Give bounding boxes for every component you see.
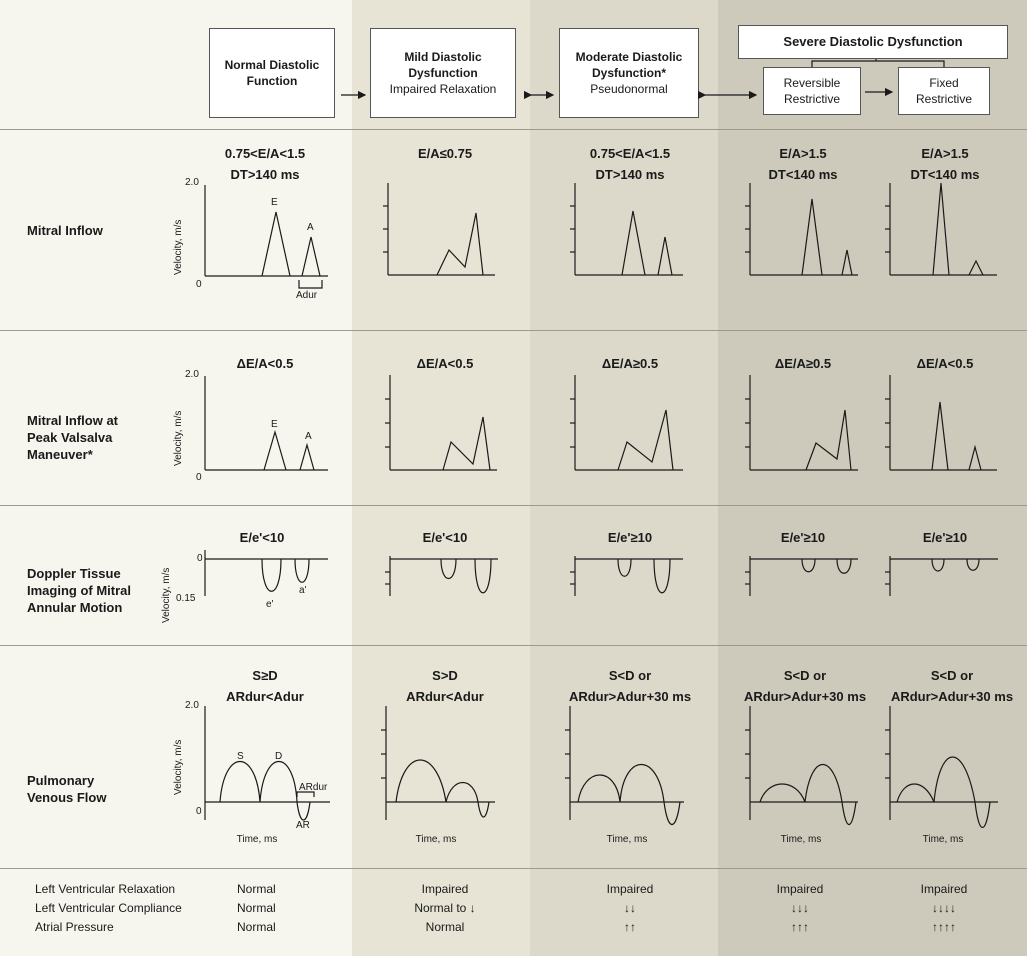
wave-label-A-valsalva: A [305,431,312,442]
mitral-fixed-a-wave [969,261,983,275]
axis-label-velocity-mitral: Velocity, m/s [173,219,184,275]
pulmonary-moderate-plot [565,706,684,825]
mitral-mild-plot [383,183,495,275]
wave-label-Adur: Adur [296,290,318,301]
row-label-mitral-inflow: Mitral Inflow [27,223,103,238]
valsalva-fixed-a-wave [969,447,981,470]
axis-tick-valsalva-2: 2.0 [185,369,199,380]
footer-reversible-values: Impaired ↓↓↓ ↑↑↑ [776,882,824,934]
axis-tick-doppler-015: 0.15 [176,593,196,604]
wave-label-ARdur: ARdur [299,782,328,793]
axis-label-time-mild: Time, ms [415,834,457,845]
wave-label-E-valsalva: E [271,419,278,430]
valsalva-mild-wave [443,417,490,470]
mitral-normal-a-wave [302,237,320,276]
axis-label-velocity-pulmonary: Velocity, m/s [173,739,184,795]
condition-pulmonary-reversible: S<D or ARdur>Adur+30 ms [743,668,867,704]
axis-label-time-moderate: Time, ms [606,834,648,845]
mitral-mild-wave [437,213,483,275]
header-reversible-line2: Restrictive [783,92,840,106]
condition-doppler-fixed: E/e'≥10 [922,530,968,545]
condition-pulmonary-moderate: S<D or ARdur>Adur+30 ms [568,668,692,704]
mitral-normal-wave [262,212,290,276]
valsalva-normal-plot [205,376,328,470]
valsalva-normal-a-wave [300,445,314,470]
condition-mitral-reversible: E/A>1.5 DT<140 ms [768,146,838,182]
mitral-moderate-plot [570,183,683,275]
header-moderate-line1: Moderate Diastolic [575,50,683,64]
severe-bracket [812,61,944,67]
pulmonary-reversible-wave [760,765,856,825]
axis-tick-pulmonary-2: 2.0 [185,700,199,711]
axis-tick-mitral-2: 2.0 [185,177,199,188]
header-normal-line1: Normal Diastolic [224,58,320,72]
pulmonary-moderate-wave [578,765,680,825]
header-moderate-line2: Dysfunction* [591,66,666,80]
doppler-fixed-a-wave [967,559,979,570]
wave-label-A-mitral: A [307,222,314,233]
pulmonary-normal-wave [220,762,310,821]
doppler-fixed-plot [885,556,998,596]
pulmonary-mild-wave [396,760,489,817]
doppler-mild-e-wave [441,559,456,579]
header-fixed-line2: Restrictive [915,92,972,106]
header-mild-line2: Dysfunction [408,66,478,80]
valsalva-mild-plot [385,375,497,470]
axis-tick-mitral-0: 0 [196,279,202,290]
valsalva-normal-wave [264,432,286,470]
axis-label-time-fixed: Time, ms [922,834,964,845]
doppler-reversible-plot [745,556,858,596]
axis-label-velocity-doppler: Velocity, m/s [161,567,172,623]
pulmonary-normal-plot [205,706,330,820]
header-moderate-subtitle: Pseudonormal [590,82,668,96]
pulmonary-normal-ardur-bracket [297,792,314,797]
footer-label-relaxation: Left Ventricular Relaxation [35,882,176,896]
footer-mild-values: Impaired Normal to ↓ Normal [414,882,476,934]
doppler-normal-e-wave [262,559,281,591]
wave-label-E-mitral: E [271,197,278,208]
doppler-mild-a-wave [475,559,491,593]
valsalva-moderate-wave [618,410,673,470]
doppler-moderate-e-wave [618,559,631,576]
doppler-normal-plot [205,550,328,596]
valsalva-fixed-plot [885,375,997,470]
pulmonary-fixed-plot [885,706,998,828]
condition-doppler-normal: E/e'<10 [239,530,285,545]
condition-valsalva-fixed: ΔE/A<0.5 [916,356,974,371]
condition-doppler-mild: E/e'<10 [422,530,468,545]
mitral-moderate-a-wave [658,237,672,275]
mitral-reversible-a-wave [842,250,852,275]
axis-tick-doppler-0: 0 [197,553,203,564]
mitral-fixed-wave [933,183,949,275]
mitral-reversible-plot [745,183,858,275]
condition-pulmonary-normal: S≥D ARdur<Adur [226,668,304,704]
condition-valsalva-mild: ΔE/A<0.5 [416,356,474,371]
header-mild-line1: Mild Diastolic [404,50,482,64]
condition-mitral-moderate: 0.75<E/A<1.5 DT>140 ms [589,146,671,182]
condition-doppler-moderate: E/e'≥10 [607,530,653,545]
footer-label-compliance: Left Ventricular Compliance [35,901,182,915]
valsalva-moderate-plot [570,375,683,470]
footer-label-atrial-pressure: Atrial Pressure [35,920,114,934]
doppler-moderate-a-wave [654,559,670,593]
header-mild-subtitle: Impaired Relaxation [389,82,497,96]
wave-label-a-prime: a' [299,585,307,596]
condition-mitral-normal: 0.75<E/A<1.5 DT>140 ms [224,146,306,182]
wave-label-S: S [237,751,244,762]
wave-label-e-prime: e' [266,599,274,610]
axis-label-time-normal: Time, ms [236,834,278,845]
doppler-reversible-e-wave [802,559,815,572]
mitral-moderate-wave [622,211,645,275]
header-reversible-line1: Reversible [783,76,841,90]
header-arrows [341,59,944,95]
row-label-pulmonary-venous: Pulmonary Venous Flow [27,773,107,805]
condition-valsalva-moderate: ΔE/A≥0.5 [601,356,659,371]
mitral-normal-adur-bracket [299,280,322,288]
condition-doppler-reversible: E/e'≥10 [780,530,826,545]
doppler-normal-a-wave [295,559,309,582]
mitral-reversible-wave [802,199,822,275]
doppler-mild-plot [385,556,498,596]
doppler-fixed-e-wave [932,559,944,571]
footer-fixed-values: Impaired ↓↓↓↓ ↑↑↑↑ [920,882,968,934]
footer-moderate-values: Impaired ↓↓ ↑↑ [606,882,654,934]
condition-valsalva-normal: ΔE/A<0.5 [236,356,294,371]
condition-pulmonary-mild: S>D ARdur<Adur [406,668,484,704]
wave-label-AR: AR [296,820,310,831]
valsalva-reversible-wave [806,410,851,470]
mitral-fixed-plot [885,183,997,275]
wave-label-D: D [275,751,283,762]
pulmonary-mild-plot [381,706,495,820]
mitral-normal-plot [205,185,328,288]
footer-normal-values: Normal Normal Normal [237,882,276,934]
condition-valsalva-reversible: ΔE/A≥0.5 [774,356,832,371]
axis-tick-pulmonary-0: 0 [196,806,202,817]
axis-label-time-reversible: Time, ms [780,834,822,845]
valsalva-reversible-plot [745,375,858,470]
condition-mitral-mild: E/A≤0.75 [417,146,473,161]
axis-label-velocity-valsalva: Velocity, m/s [173,410,184,466]
axis-tick-valsalva-0: 0 [196,472,202,483]
doppler-reversible-a-wave [837,559,851,573]
header-severe-title: Severe Diastolic Dysfunction [783,34,963,49]
header-fixed-line1: Fixed [929,76,959,90]
pulmonary-fixed-wave [897,757,990,828]
condition-mitral-fixed: E/A>1.5 DT<140 ms [910,146,980,182]
doppler-moderate-plot [570,556,683,596]
row-label-valsalva: Mitral Inflow at Peak Valsalva Maneuver* [27,413,118,462]
valsalva-fixed-wave [932,402,948,470]
row-label-doppler-tissue: Doppler Tissue Imaging of Mitral Annular Motion [27,566,131,615]
pulmonary-reversible-plot [745,706,858,825]
header-normal-line2: Function [246,74,298,88]
condition-pulmonary-fixed: S<D or ARdur>Adur+30 ms [890,668,1014,704]
